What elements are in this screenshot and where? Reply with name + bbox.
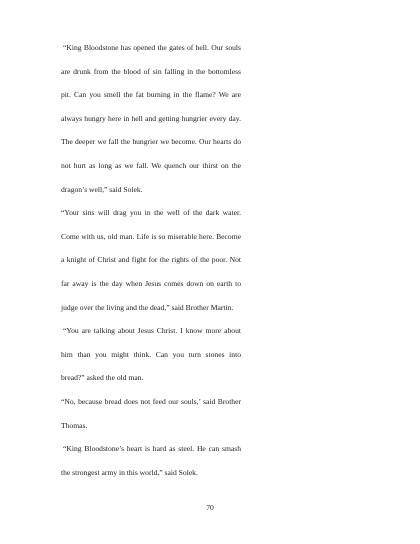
paragraph-2: “Your sins will drag you in the well of the dark water. Come with us, old man. Life is so miserable here. Become a knight of Christ and fight for the rights of the poor. Not far away is the day when Jesus comes down on earth to judge over the living and the dead,” said Brother Martin. (61, 208, 241, 312)
paragraph-3: “You are talking about Jesus Christ. I know more about him than you might think. Can you turn stones into bread?” asked the old man. (61, 326, 241, 383)
paragraph-5: “King Bloodstone’s heart is hard as steel. He can smash the strongest army in this world,” said Solek. (61, 444, 241, 477)
paragraph-1: “King Bloodstone has opened the gates of hell. Our souls are drunk from the blood of sin falling in the bottomless pit. Can you smell the fat burning in the flame? We are always hungry here in hell and getting hungrier every day. The deeper we fall the hungrier we become. Our hearts do not hurt as long as we fall. We quench our thirst on the dragon’s well,” said Solek. (61, 43, 241, 194)
paragraph-4: “No, because bread does not feed our souls,’ said Brother Thomas. (61, 396, 241, 430)
body-text (61, 36, 241, 484)
page-number: 70 (206, 503, 214, 512)
